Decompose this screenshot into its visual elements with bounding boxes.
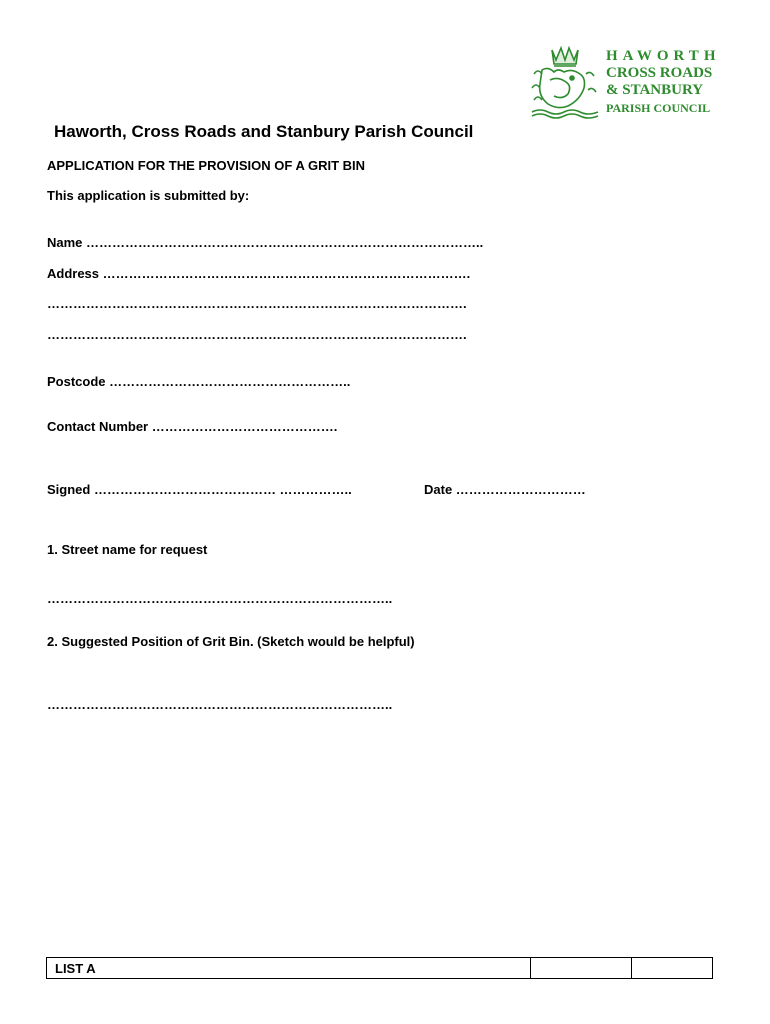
address-line-2-field[interactable]: ……………………………………………………………………………………. <box>47 296 467 311</box>
logo-line-stanbury: & STANBURY <box>606 82 704 98</box>
logo-line-haworth: HAWORTH <box>606 48 721 64</box>
address-field[interactable]: Address …………………………………………………………………………. <box>47 266 471 281</box>
form-heading: APPLICATION FOR THE PROVISION OF A GRIT BIN <box>47 158 366 173</box>
name-field[interactable]: Name ……………………………………………………………………………….. <box>47 235 484 250</box>
list-table <box>46 957 713 979</box>
logo-line-parish-council: PARISH COUNCIL <box>606 101 711 115</box>
table-row <box>47 958 713 979</box>
list-label-cell: LIST A <box>47 958 531 979</box>
question-1-answer-line[interactable]: …………………………………………………………………….. <box>47 591 393 606</box>
address-line-3-field[interactable]: ……………………………………………………………………………………. <box>47 327 467 342</box>
logo-line-cross-roads: CROSS ROADS <box>606 65 713 81</box>
question-2-answer-line[interactable]: …………………………………………………………………….. <box>47 697 393 712</box>
signed-field[interactable]: Signed …………………………………… …………….. <box>47 482 352 497</box>
list-empty-cell-1 <box>531 958 632 979</box>
question-1-label: 1. Street name for request <box>47 542 208 557</box>
question-2-label: 2. Suggested Position of Grit Bin. (Sketch would be helpful) <box>47 634 415 649</box>
postcode-field[interactable]: Postcode ……………………………………………….. <box>47 374 351 389</box>
document-title: Haworth, Cross Roads and Stanbury Parish Council <box>54 122 474 141</box>
contact-number-field[interactable]: Contact Number ……………………………………. <box>47 419 338 434</box>
parish-council-logo <box>528 44 733 120</box>
intro-text: This application is submitted by: <box>47 188 250 203</box>
list-empty-cell-2 <box>632 958 713 979</box>
date-field[interactable]: Date ………………………… <box>424 482 586 497</box>
parish-crest-icon <box>528 44 602 120</box>
